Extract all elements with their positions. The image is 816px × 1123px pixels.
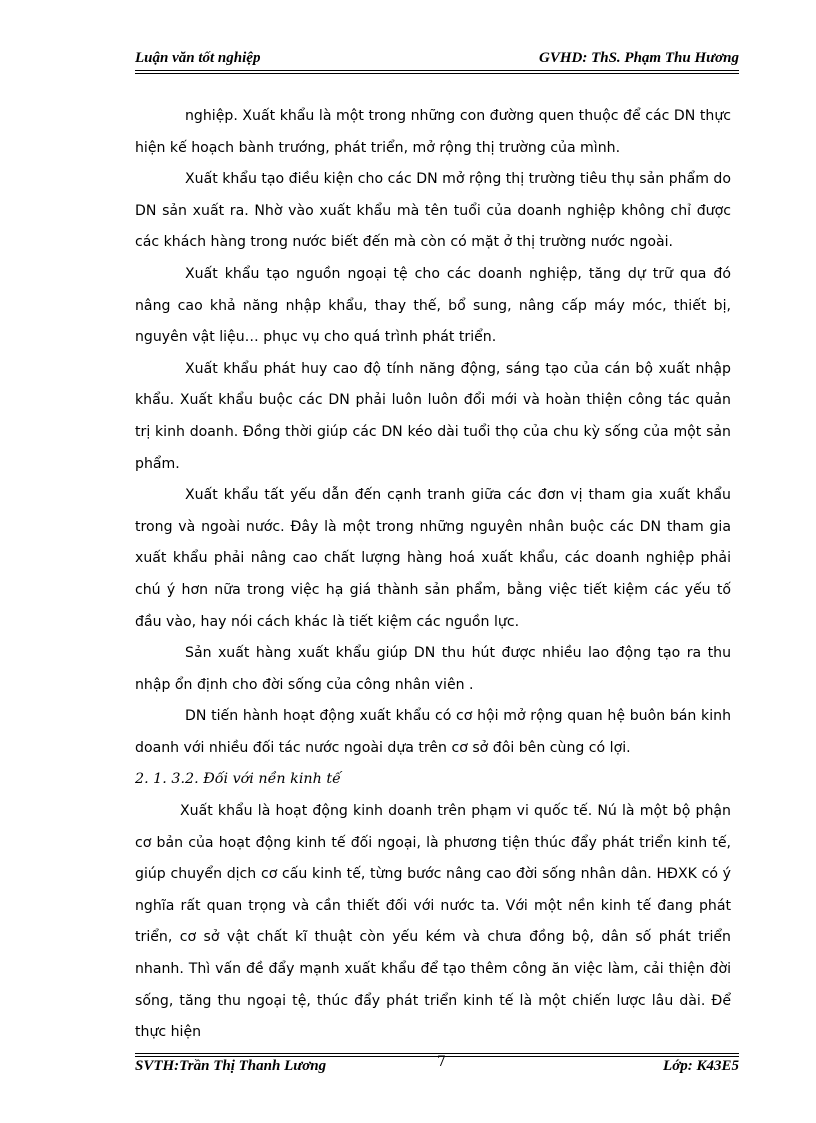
page-footer (135, 1054, 739, 1078)
paragraph-continuation: nghiệp. Xuất khẩu là một trong những con đường quen thuộc để các DN thực hiện kế hoạch bành trướng, phát triển, mở rộng thị trường của mình. (135, 108, 731, 156)
paragraph: Xuất khẩu tất yếu dẫn đến cạnh tranh giữa các đơn vị tham gia xuất khẩu trong và ngoài nước. Đây là một trong những nguyên nhân buộc các DN tham gia xuất khẩu phải nâng cao chất lượng hàng hoá xuất khẩu, các doanh nghiệp phải chú ý hơn nữa trong việc hạ giá thành sản phẩm, bằng việc tiết kiệm các yếu tố đầu vào, hay nói cách khác là tiết kiệm các nguồn lực. (135, 487, 731, 630)
header-rule-thin (135, 73, 739, 74)
page-body (135, 101, 731, 1049)
header-thesis-title: Luận văn tốt nghiệp (135, 50, 261, 66)
section-heading: 2. 1. 3.2. Đối với nền kinh tế (135, 771, 341, 788)
header-rule (135, 70, 739, 71)
footer-class: Lớp: K43E5 (663, 1058, 739, 1074)
paragraph: Xuất khẩu phát huy cao độ tính năng động, sáng tạo của cán bộ xuất nhập khẩu. Xuất khẩu buộc các DN phải luôn luôn đổi mới và hoàn thiện công tác quản trị kinh doanh. Đồng thời giúp các DN kéo dài tuổi thọ của chu kỳ sống của một sản phẩm. (135, 360, 731, 472)
paragraph: Xuất khẩu tạo nguồn ngoại tệ cho các doanh nghiệp, tăng dự trữ qua đó nâng cao khả năng nhập khẩu, thay thế, bổ sung, nâng cấp máy móc, thiết bị, nguyên vật liệu… phục vụ cho quá trình phát triển. (135, 265, 731, 346)
footer-student: SVTH:Trần Thị Thanh Lương (135, 1058, 327, 1074)
page-header (135, 50, 739, 70)
page-number: 7 (437, 1054, 446, 1070)
section-paragraph: Xuất khẩu là hoạt động kinh doanh trên phạm vi quốc tế. Nú là một bộ phận cơ bản của hoạt động kinh tế đối ngoại, là phương tiện thúc đẩy phát triển kinh tế, giúp chuyển dịch cơ cấu kinh tế, từng bước nâng cao đời sống nhân dân. HĐXK có ý nghĩa rất quan trọng và cần thiết đối với nước ta. Với một nền kinh tế đang phát triển, cơ sở vật chất kĩ thuật còn yếu kém và chưa đồng bộ, dân số phát triển nhanh. Thì vấn đề đẩy mạnh xuất khẩu để tạo thêm công ăn việc làm, cải thiện đời sống, tăng thu ngoại tệ, thúc đẩy phát triển kinh tế là một chiến lược lâu dài. Để thực hiện (135, 803, 731, 1041)
paragraph: DN tiến hành hoạt động xuất khẩu có cơ hội mở rộng quan hệ buôn bán kinh doanh với nhiều đối tác nước ngoài dựa trên cơ sở đôi bên cùng có lợi. (135, 708, 731, 756)
header-advisor: GVHD: ThS. Phạm Thu Hương (539, 50, 739, 66)
paragraph: Xuất khẩu tạo điều kiện cho các DN mở rộng thị trường tiêu thụ sản phẩm do DN sản xuất ra. Nhờ vào xuất khẩu mà tên tuổi của doanh nghiệp không chỉ được các khách hàng trong nước biết đến mà còn có mặt ở thị trường nước ngoài. (135, 171, 731, 251)
paragraph: Sản xuất hàng xuất khẩu giúp DN thu hút được nhiều lao động tạo ra thu nhập ổn định cho đời sống của công nhân viên . (135, 645, 731, 693)
